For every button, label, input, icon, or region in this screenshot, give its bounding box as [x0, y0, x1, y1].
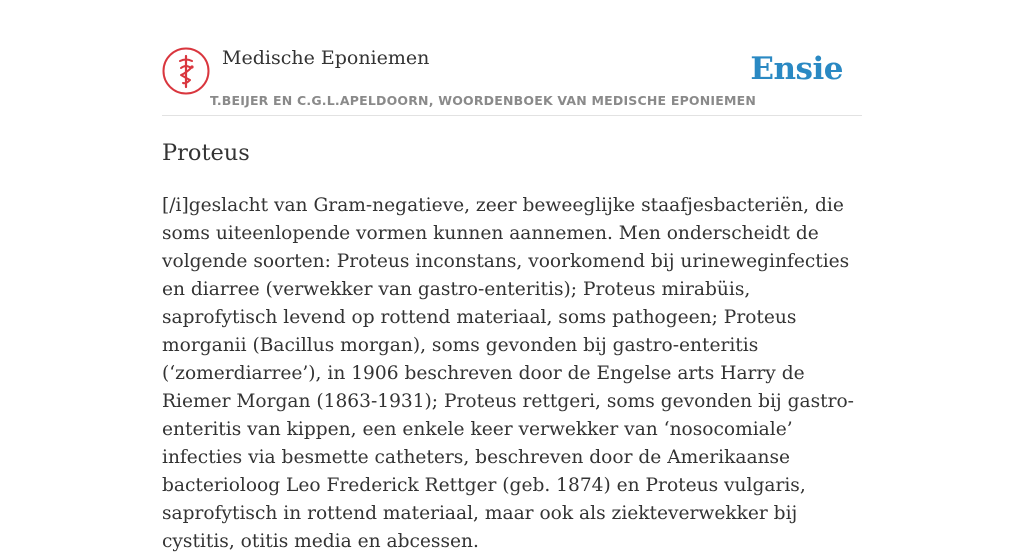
- entry-title: Proteus: [162, 140, 250, 166]
- source-authors: T.BEIJER EN C.G.L.APELDOORN, WOORDENBOEK VAN MEDISCHE EPONIEMEN: [210, 93, 757, 108]
- source-title[interactable]: Medische Eponiemen: [222, 47, 430, 69]
- entry-body: [/i]geslacht van Gram-negatieve, zeer beweeglijke staafjesbacteriën, die soms uiteenlopende vormen kunnen aannemen. Men onderscheidt de volgende soorten: Proteus inconstans, voorkomend bij urineweginfecties en diarree (verwekker van gastro-enteritis); Proteus mirabüis, saprofytisch levend op rottend materiaal, soms pathogeen; Proteus morganii (Bacillus morgan), soms gevonden bij gastro-enteritis (‘zomerdiarree’), in 1906 beschreven door de Engelse arts Harry de Riemer Morgan (1863-1931); Proteus rettgeri, soms gevonden bij gastro-enteritis van kippen, een enkele keer verwekker van ‘nosocomiale’ infecties via besmette catheters, beschreven door de Amerikaanse bacterioloog Leo Frederick Rettger (geb. 1874) en Proteus vulgaris, saprofytisch in rottend materiaal, maar ook als ziekteverwekker bij cystitis, otitis media en abcessen.: [162, 195, 854, 552]
- ensie-logo[interactable]: Ensie: [750, 51, 843, 87]
- source-header: [162, 45, 862, 115]
- caduceus-icon[interactable]: [162, 47, 210, 95]
- header-divider: [162, 115, 862, 116]
